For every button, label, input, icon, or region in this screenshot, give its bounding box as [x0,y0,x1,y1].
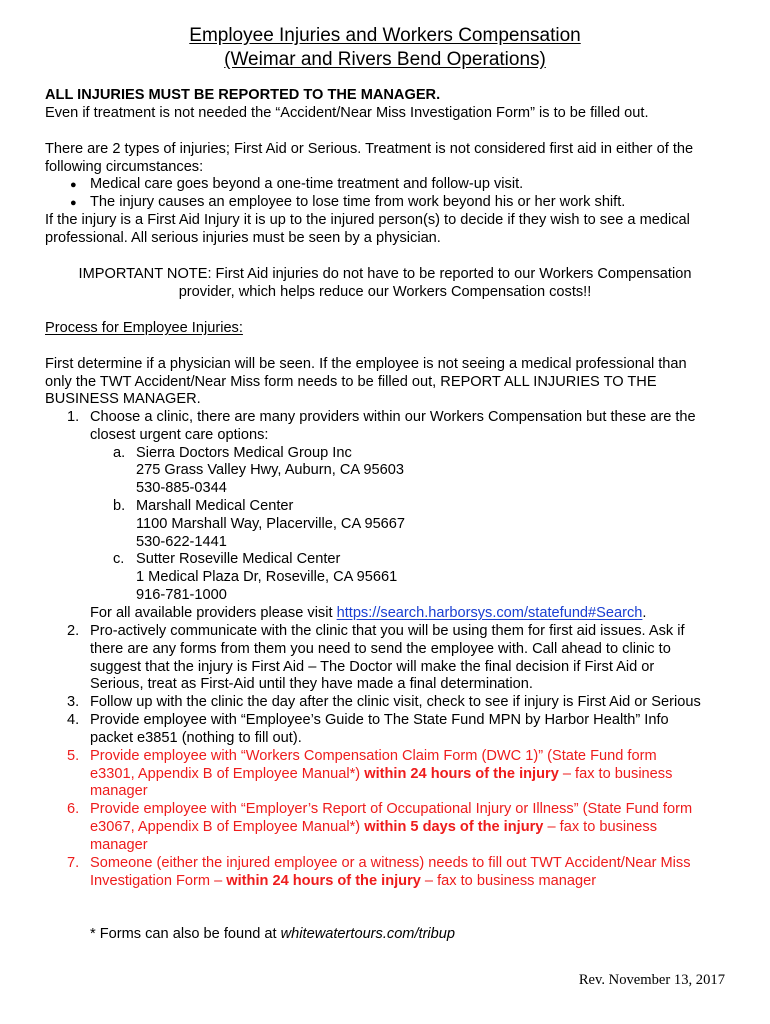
step-4-line-2: packet e3851 (nothing to fill out). [90,730,302,746]
step-5-number: 5. [67,748,80,764]
clinic-c-letter: c. [113,551,125,567]
step-6-line-2-end: – fax to business [543,819,657,835]
clinic-a-name: Sierra Doctors Medical Group Inc [136,445,352,461]
step-6-number: 6. [67,801,80,817]
bullet-icon: ● [70,179,77,191]
injury-types-text-4: professional. All serious injuries must be seen by a physician. [45,230,441,246]
step-7-line-2-end: – fax to business manager [420,873,597,889]
providers-prefix: For all available providers please visit [90,605,337,621]
intro-text: Even if treatment is not needed the “Accident/Near Miss Investigation Form” is to be filled out. [45,105,649,121]
step-6-line-1: Provide employee with “Employer’s Report of Occupational Injury or Illness” (State Fund form [90,801,693,817]
step-2-number: 2. [67,623,80,639]
injury-types-text-3: If the injury is a First Aid Injury it is up to the injured person(s) to decide if they wish to see a medical [45,212,690,228]
step-5-line-3: manager [90,783,148,799]
step-1-number: 1. [67,409,80,425]
clinic-a-letter: a. [113,445,126,461]
step-7-line-2 [90,873,596,891]
bullet-icon: ● [70,197,77,209]
step-5-deadline: within 24 hours of the injury [364,766,559,782]
step-2-line-4: Serious, treat as First-Aid until they have made a final determination. [90,676,533,692]
important-note-line-2: provider, which helps reduce our Workers Compensation costs!! [178,284,592,300]
document-title-line-2: (Weimar and Rivers Bend Operations) [224,49,546,70]
step-7-line-1: Someone (either the injured employee or a witness) needs to fill out TWT Accident/Near Miss [90,855,691,871]
step-4-line-1: Provide employee with “Employee’s Guide to The State Fund MPN by Harbor Health” Info [90,712,669,728]
step-4-number: 4. [67,712,80,728]
document-title-line-1: Employee Injuries and Workers Compensation [189,25,581,46]
step-5-line-2 [90,766,672,784]
process-paragraph-line-1: First determine if a physician will be seen. If the employee is not seeing a medical professional than [45,356,687,372]
intro-heading: ALL INJURIES MUST BE REPORTED TO THE MANAGER. [45,87,441,103]
forms-note [90,926,455,944]
step-3-line-1: Follow up with the clinic the day after the clinic visit, check to see if injury is First Aid or Serious [90,694,701,710]
process-heading: Process for Employee Injuries: [45,320,243,336]
bullet-item-2: The injury causes an employee to lose time from work beyond his or her work shift. [90,194,626,210]
step-2-line-3: suggest that the injury is First Aid – The Doctor will make the final decision if First Aid or [90,659,655,675]
step-6-line-2 [90,819,657,837]
providers-suffix: . [642,605,647,621]
important-note-line-1: IMPORTANT NOTE: First Aid injuries do not have to be reported to our Workers Compensation [78,266,692,282]
revision-date: Rev. November 13, 2017 [578,972,725,988]
clinic-b-name: Marshall Medical Center [136,498,294,514]
clinic-a-address: 275 Grass Valley Hwy, Auburn, CA 95603 [136,462,404,478]
providers-search-link[interactable]: https://search.harborsys.com/statefund#Search [336,605,643,621]
process-paragraph-line-3: BUSINESS MANAGER. [45,391,201,407]
injury-types-text-2: following circumstances: [45,159,204,175]
step-3-number: 3. [67,694,80,710]
step-6-line-3: manager [90,837,148,853]
forms-note-prefix: * Forms can also be found at [90,926,281,942]
step-2-line-1: Pro-actively communicate with the clinic that you will be using them for first aid issues. Ask if [90,623,685,639]
clinic-b-phone: 530-622-1441 [136,534,227,550]
step-6-deadline: within 5 days of the injury [364,819,544,835]
step-7-deadline: within 24 hours of the injury [226,873,421,889]
forms-note-url: whitewatertours.com/tribup [280,926,456,942]
injury-types-text-1: There are 2 types of injuries; First Aid or Serious. Treatment is not considered first aid in either of the [45,141,694,157]
clinic-c-address: 1 Medical Plaza Dr, Roseville, CA 95661 [136,569,398,585]
clinic-b-letter: b. [113,498,126,514]
step-7-number: 7. [67,855,80,871]
step-2-line-2: there are any forms from them you need to send the employee with. Call ahead to clinic to [90,641,671,657]
providers-line [90,605,646,623]
step-1-line-1: Choose a clinic, there are many providers within our Workers Compensation but these are the [90,409,696,425]
clinic-c-name: Sutter Roseville Medical Center [136,551,341,567]
clinic-a-phone: 530-885-0344 [136,480,227,496]
step-5-line-2-start: e3301, Appendix B of Employee Manual*) [90,766,365,782]
step-5-line-1: Provide employee with “Workers Compensation Claim Form (DWC 1)” (State Fund form [90,748,657,764]
bullet-item-1: Medical care goes beyond a one-time treatment and follow-up visit. [90,176,524,192]
process-paragraph-line-2: only the TWT Accident/Near Miss form needs to be filled out, REPORT ALL INJURIES TO THE [45,374,657,390]
step-1-line-2: closest urgent care options: [90,427,269,443]
clinic-b-address: 1100 Marshall Way, Placerville, CA 95667 [136,516,406,532]
clinic-c-phone: 916-781-1000 [136,587,227,603]
step-6-line-2-start: e3067, Appendix B of Employee Manual*) [90,819,365,835]
step-5-line-2-end: – fax to business [558,766,673,782]
step-7-line-2-start: Investigation Form – [90,873,227,889]
